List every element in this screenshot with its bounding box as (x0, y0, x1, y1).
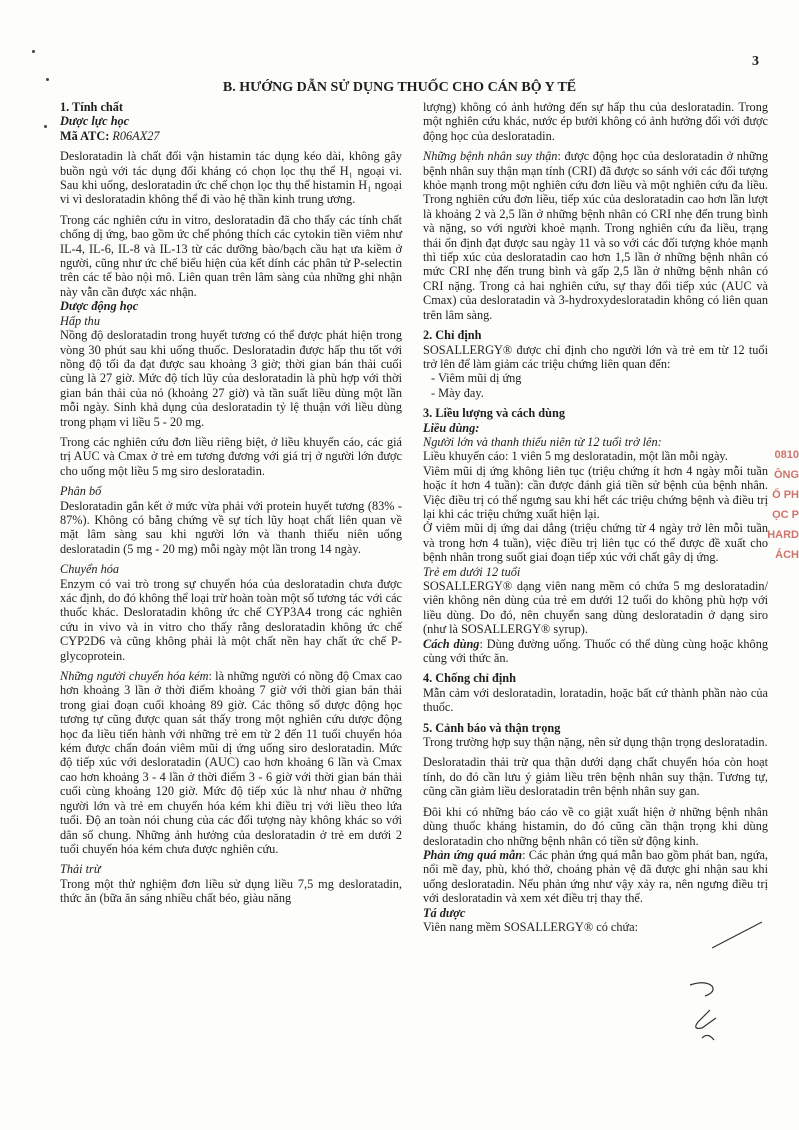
absorption-heading: Hấp thu (60, 313, 100, 328)
stamp-text: ÔNG (773, 469, 799, 481)
stamp-text: ÁCH (775, 549, 799, 561)
scan-speck (44, 125, 47, 128)
scan-speck (32, 50, 35, 53)
page-number: 3 (752, 54, 759, 69)
section-title: B. HƯỚNG DẪN SỬ DỤNG THUỐC CHO CÁN BỘ Y TẾ (222, 80, 577, 95)
paragraph: Trong các nghiên cứu đơn liều riêng biệt, ở liều khuyến cáo, các giá trị AUC và Cmax ở trẻ em tương đương với giá trị ở người lớn được cho uống một liều 5 mg siro desloratadin. (60, 434, 402, 478)
paragraph-text: : là những người có nồng độ Cmax cao hơn khoảng 3 lần ở thời điểm khoảng 7 giờ với thời gian bán thải trong giai đoạn cuối khoảng 89 giờ. Các thông số dược động học tương tự cũng được quan sát thấy trong một nghiên cứu dược động học đa liều tiến hành với những trẻ em từ 2 đến 11 tuổi chuyển hóa kém được chẩn đoán viêm mũi dị ứng uống siro desloratadin. Mức độ tiếp xúc với desloratadin (AUC) cao hơn khoảng 6 lần và Cmax cao hơn khoảng 3 - 4 lần ở thời điểm 3 - 6 giờ với thời gian bán thải cuối cùng khoảng 120 giờ. Mức độ tiếp xúc là như nhau ở những người lớn và trẻ em chuyển hóa kém khi điều trị với liều theo lứa tuổi. Độ an toàn nói chung của các đối tượng này không khác so với dân số chung. Những ảnh hưởng của desloratadin ở trẻ em dưới 2 tuổi chuyển hóa kém chưa được nghiên cứu. (60, 669, 402, 856)
section-1-heading: 1. Tính chất (60, 100, 123, 114)
scan-speck (46, 78, 49, 81)
signature-scribble (650, 900, 790, 1050)
paragraph: Enzym có vai trò trong sự chuyển hóa của desloratadin chưa được xác định, do đó không thể loại trừ hoàn toàn một số tương tác với các thuốc khác. Desloratadin không ức chế CYP3A4 trong các nghiên cứu in vivo và in vitro cho thấy rằng desloratadin không ức chế CYP2D6 và cũng không phải là một chất nền hay chất ức chế P-glycoprotein. (60, 576, 402, 663)
administration-label: Cách dùng (423, 636, 480, 651)
paragraph: Viêm mũi dị ứng không liên tục (triệu chứng ít hơn 4 ngày mỗi tuần hoặc ít hơn 4 tuần): cần được đánh giá tiền sử bệnh của bệnh nhân. Việc điều trị có thể ngưng sau khi hết các triệu chứng bệnh và điều trị lại khi các triệu chứng xuất hiện lại. (423, 463, 768, 521)
section-5-heading: 5. Cảnh báo và thận trọng (423, 720, 561, 735)
poor-metabolizers-label: Những người chuyển hóa kém (60, 669, 209, 684)
paragraph-text: : Dùng đường uống. Thuốc có thể dùng cùng hoặc không cùng với thức ăn. (423, 636, 768, 666)
section-2-heading: 2. Chỉ định (423, 328, 482, 343)
paragraph-text: : Các phản ứng quá mẫn bao gồm phát ban, ngứa, nổi mề đay, phù, khó thở, choáng phản vệ đã được ghi nhận sau khi uống desloratadin. Nếu phản ứng như vậy xảy ra, nên ngưng điều trị với desloratadin và xem xét điều trị thay thế. (423, 847, 768, 906)
list-item: - Mày đay. (431, 385, 484, 400)
paragraph: Desloratadin là chất đối vận histamin tác dụng kéo dài, không gây buồn ngủ với tác dụng đối kháng có chọn lọc thụ thể H₁ ngoại vi. Sau khi uống, desloratadin ức chế chọn lọc thụ thể histamin H₁ ngoại vi vì desloratadin không thể đi vào hệ thần kinh trung ương. (60, 149, 402, 207)
hypersensitivity-label: Phản ứng quá mẫn (423, 847, 523, 862)
adults-heading: Người lớn và thanh thiếu niên từ 12 tuổi trở lên: (423, 434, 662, 449)
stamp-text: ỌC P (772, 509, 799, 521)
paragraph: SOSALLERGY® được chỉ định cho người lớn và trẻ em từ 12 tuổi trở lên để làm giảm các triệu chứng liên quan đến: (423, 342, 768, 371)
section-3-heading: 3. Liều lượng và cách dùng (423, 406, 565, 421)
pharmacodynamics-heading: Dược lực học (60, 114, 130, 129)
paragraph (423, 637, 768, 666)
paragraph: Nồng độ desloratadin trong huyết tương có thể được phát hiện trong vòng 30 phút sau khi uống thuốc. Desloratadin được hấp thu tốt với nồng độ tối đa đạt được sau khoảng 3 giờ; thời gian bán thải cuối cùng là 27 giờ. Mức độ tích lũy của desloratadin là phù hợp với thời gian bán thải của nó (khoảng 27 giờ) và tần suất liều dùng một lần mỗi ngày. Sinh khả dụng của desloratadin tỷ lệ thuận với liều dùng trong phạm vi liều 5 - 20 mg. (60, 328, 402, 429)
right-column (423, 100, 768, 940)
metabolism-heading: Chuyển hóa (60, 562, 120, 577)
children-heading: Trẻ em dưới 12 tuổi (423, 564, 521, 579)
stamp-text: HARD (767, 529, 799, 541)
elimination-heading: Thải trừ (60, 862, 101, 877)
paragraph: Desloratadin gắn kết ở mức vừa phải với protein huyết tương (83% - 87%). Không có bằng chứng về sự tích lũy hoạt chất liên quan về mặt lâm sàng sau khi người lớn và thanh thiếu niên uống desloratadin (5 mg - 20 mg) mỗi ngày một lần trong 14 ngày. (60, 498, 402, 556)
pharmacokinetics-heading: Dược động học (60, 299, 139, 314)
paragraph: SOSALLERGY® dạng viên nang mềm có chứa 5 mg desloratadin/ viên không nên dùng của trẻ em dưới 12 tuổi do không phù hợp với liều dùng. Do đó, nên chuyển sang dùng desloratadin ở dạng siro (như là SOSALLERGY® syrup). (423, 579, 768, 637)
stamp-text: Ổ PH (772, 489, 799, 501)
paragraph: Desloratadin thải trừ qua thận dưới dạng chất chuyển hóa còn hoạt tính, do đó cần lưu ý giảm liều trên bệnh nhân suy thận. Tương tự, cũng cần giảm liều desloratadin trên bệnh nhân suy gan. (423, 755, 768, 799)
atc-code: R06AX27 (112, 128, 160, 143)
stamp-text: 0810 (774, 449, 799, 461)
distribution-heading: Phân bố (60, 484, 102, 499)
paragraph: Trong trường hợp suy thận nặng, nên sử dụng thận trọng desloratadin. (423, 735, 768, 750)
paragraph (423, 848, 768, 906)
atc-label: Mã ATC: (60, 128, 113, 143)
excipients-heading: Tá dược (423, 905, 466, 920)
list-item: - Viêm mũi dị ứng (431, 371, 522, 386)
dosage-heading: Liều dùng: (423, 420, 480, 435)
paragraph: Trong các nghiên cứu in vitro, desloratadin đã cho thấy các tính chất chống dị ứng, bao gồm ức chế phóng thích các cytokin tiền viêm như IL-4, IL-6, IL-8 và IL-13 từ các dưỡng bào/bạch cầu hạt ưa kiềm ở người, cũng như ức chế biểu hiện của kết dính các phân tử P-selectin trên các tế bào nội mô. Liên quan trên lâm sàng của những ghi nhận này vẫn cần được xác nhận. (60, 212, 402, 299)
renal-patients-label: Những bệnh nhân suy thận (423, 149, 558, 164)
paragraph: Đôi khi có những báo cáo về co giật xuất hiện ở những bệnh nhân dùng thuốc kháng histamin, do đó cũng cần thận trọng khi dùng desloratadin cho những bệnh nhân có tiền sử động kinh. (423, 804, 768, 848)
section-4-heading: 4. Chống chỉ định (423, 671, 516, 686)
paragraph (423, 149, 768, 322)
red-stamp-fragment (767, 445, 799, 585)
paragraph: lượng) không có ảnh hưởng đến sự hấp thu của desloratadin. Trong một nghiên cứu khác, nước ép bưởi không có ảnh hưởng đối với được động học của desloratadin. (423, 100, 768, 143)
paragraph (60, 669, 402, 856)
paragraph-text: : được động học của desloratadin ở những bệnh nhân suy thận mạn tính (CRI) đã được so sánh với các đối tượng khỏe mạnh trong một nghiên cứu đơn liều và một nghiên cứu đa liều. Trong nghiên cứu đơn liều, tiếp xúc của desloratadin cao hơn lần lượt là khoảng 2 và 2,5 lần ở những bệnh nhân có CRI nhẹ đến trung bình và nặng, so với người khoẻ mạnh. Trong nghiên cứu đa liều, trạng thái ổn định đạt được sau ngày 11 và so với các đối tượng khỏe mạnh thì tiếp xúc của desloratadin cao hơn 1,5 lần ở những bệnh nhân có mức CRI nhẹ đến trung bình và gấp 2,5 lần ở những bệnh nhân có CRI nặng. Trong cả hai nghiên cứu, sự thay đổi tiếp xúc (AUC và Cmax) của desloratadin và 3-hydroxydesloratadin không có liên quan trên lâm sàng. (423, 149, 769, 322)
paragraph: Liều khuyến cáo: 1 viên 5 mg desloratadin, một lần mỗi ngày. (423, 449, 728, 464)
paragraph: Viên nang mềm SOSALLERGY® có chứa: (423, 919, 639, 934)
paragraph: Trong một thử nghiệm đơn liều sử dụng liều 7,5 mg desloratadin, thức ăn (bữa ăn sáng nhiều chất béo, giàu năng (60, 876, 402, 906)
paragraph: Ở viêm mũi dị ứng dai dẳng (triệu chứng từ 4 ngày trở lên mỗi tuần và trong hơn 4 tuần), việc điều trị liên tục có thể được đề xuất cho bệnh nhân trong suốt giai đoạn tiếp xúc với chất gây dị ứng. (423, 521, 768, 565)
left-column (60, 100, 402, 912)
paragraph: Mẫn cảm với desloratadin, loratadin, hoặc bất cứ thành phần nào của thuốc. (423, 685, 768, 715)
atc-code-line (60, 129, 402, 143)
